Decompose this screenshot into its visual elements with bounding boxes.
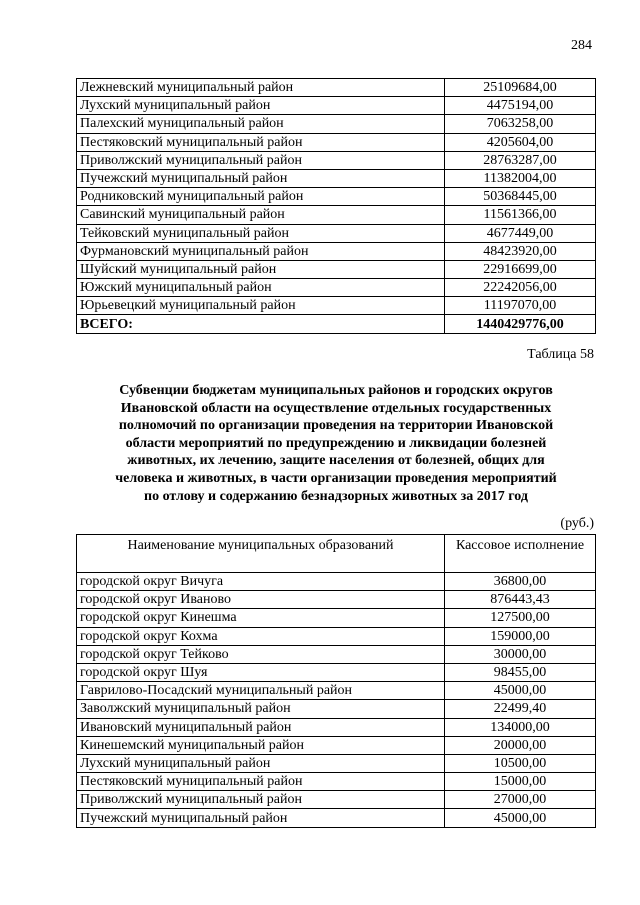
municipality-name: Заволжский муниципальный район bbox=[77, 700, 445, 718]
municipality-name: Лежневский муниципальный район bbox=[77, 79, 445, 97]
municipality-name: Юрьевецкий муниципальный район bbox=[77, 297, 445, 315]
amount-value: 25109684,00 bbox=[445, 79, 596, 97]
table-row bbox=[77, 682, 596, 700]
table-row bbox=[77, 791, 596, 809]
amount-value: 10500,00 bbox=[445, 754, 596, 772]
table-row bbox=[77, 297, 596, 315]
table-row bbox=[77, 97, 596, 115]
amount-value: 11197070,00 bbox=[445, 297, 596, 315]
municipality-name: Приволжский муниципальный район bbox=[77, 791, 445, 809]
amount-value: 48423920,00 bbox=[445, 242, 596, 260]
table-label: Таблица 58 bbox=[527, 347, 594, 362]
table-row bbox=[77, 609, 596, 627]
municipality-name: Родниковский муниципальный район bbox=[77, 188, 445, 206]
amount-value: 20000,00 bbox=[445, 736, 596, 754]
amount-value: 28763287,00 bbox=[445, 151, 596, 169]
municipality-name: ВСЕГО: bbox=[77, 315, 445, 333]
municipality-name: Южский муниципальный район bbox=[77, 279, 445, 297]
municipality-name: Пестяковский муниципальный район bbox=[77, 133, 445, 151]
municipality-name: Ивановский муниципальный район bbox=[77, 718, 445, 736]
amount-value: 36800,00 bbox=[445, 573, 596, 591]
municipality-name: городской округ Тейково bbox=[77, 645, 445, 663]
amount-value: 11382004,00 bbox=[445, 169, 596, 187]
table-row bbox=[77, 151, 596, 169]
municipality-name: Фурмановский муниципальный район bbox=[77, 242, 445, 260]
municipality-name: Пестяковский муниципальный район bbox=[77, 773, 445, 791]
table-row bbox=[77, 736, 596, 754]
title-line: Субвенции бюджетам муниципальных районов и городских округов bbox=[119, 383, 553, 398]
title-line: области мероприятий по предупреждению и ликвидации болезней bbox=[125, 435, 547, 451]
amount-value: 4205604,00 bbox=[445, 133, 596, 151]
table-row bbox=[77, 206, 596, 224]
table-row bbox=[77, 718, 596, 736]
amount-value: 134000,00 bbox=[445, 718, 596, 736]
table-row bbox=[77, 115, 596, 133]
table-row bbox=[77, 663, 596, 681]
amount-value: 27000,00 bbox=[445, 791, 596, 809]
amount-value: 50368445,00 bbox=[445, 188, 596, 206]
amount-value: 98455,00 bbox=[445, 663, 596, 681]
amount-value: 15000,00 bbox=[445, 773, 596, 791]
municipality-name: Пучежский муниципальный район bbox=[77, 809, 445, 827]
column-header-cash-execution: Кассовое исполнение bbox=[445, 535, 596, 573]
title-line: Ивановской области на осуществление отдельных государственных bbox=[120, 400, 552, 416]
amount-value: 1440429776,00 bbox=[445, 315, 596, 333]
table-title bbox=[76, 382, 596, 505]
table-row bbox=[77, 260, 596, 278]
table-row bbox=[77, 79, 596, 97]
amount-value: 45000,00 bbox=[445, 809, 596, 827]
municipality-name: городской округ Иваново bbox=[77, 591, 445, 609]
amount-value: 7063258,00 bbox=[445, 115, 596, 133]
table-row bbox=[77, 169, 596, 187]
amount-value: 22242056,00 bbox=[445, 279, 596, 297]
amount-value: 4475194,00 bbox=[445, 97, 596, 115]
amount-value: 22916699,00 bbox=[445, 260, 596, 278]
total-row bbox=[77, 315, 596, 333]
amount-value: 30000,00 bbox=[445, 645, 596, 663]
table-row bbox=[77, 279, 596, 297]
table-district-subventions-continued bbox=[76, 78, 596, 334]
municipality-name: городской округ Кохма bbox=[77, 627, 445, 645]
table-row bbox=[77, 645, 596, 663]
column-header-municipality: Наименование муниципальных образований bbox=[77, 535, 445, 573]
table-header-row bbox=[77, 535, 596, 573]
municipality-name: Приволжский муниципальный район bbox=[77, 151, 445, 169]
table-row bbox=[77, 700, 596, 718]
municipality-name: Кинешемский муниципальный район bbox=[77, 736, 445, 754]
municipality-name: городской округ Шуя bbox=[77, 663, 445, 681]
table-row bbox=[77, 773, 596, 791]
municipality-name: Савинский муниципальный район bbox=[77, 206, 445, 224]
table-row bbox=[77, 133, 596, 151]
table-row bbox=[77, 573, 596, 591]
amount-value: 22499,40 bbox=[445, 700, 596, 718]
table-row bbox=[77, 242, 596, 260]
table-row bbox=[77, 188, 596, 206]
title-line: человека и животных, в части организации проведения мероприятий bbox=[115, 470, 557, 486]
municipality-name: Пучежский муниципальный район bbox=[77, 169, 445, 187]
municipality-name: Лухский муниципальный район bbox=[77, 754, 445, 772]
amount-value: 876443,43 bbox=[445, 591, 596, 609]
amount-value: 159000,00 bbox=[445, 627, 596, 645]
table-animal-control-subventions bbox=[76, 534, 596, 828]
table-row bbox=[77, 627, 596, 645]
amount-value: 11561366,00 bbox=[445, 206, 596, 224]
title-line: полномочий по организации проведения на территории Ивановской bbox=[118, 418, 554, 434]
municipality-name: Тейковский муниципальный район bbox=[77, 224, 445, 242]
currency-unit: (руб.) bbox=[560, 516, 594, 531]
municipality-name: Палехский муниципальный район bbox=[77, 115, 445, 133]
table-row bbox=[77, 591, 596, 609]
table-row bbox=[77, 754, 596, 772]
municipality-name: городской округ Вичуга bbox=[77, 573, 445, 591]
amount-value: 4677449,00 bbox=[445, 224, 596, 242]
municipality-name: городской округ Кинешма bbox=[77, 609, 445, 627]
title-line: животных, их лечению, защите населения от болезней, общих для bbox=[127, 453, 545, 469]
page-number: 284 bbox=[571, 38, 592, 53]
municipality-name: Гаврилово-Посадский муниципальный район bbox=[77, 682, 445, 700]
title-line: по отлову и содержанию безнадзорных животных за 2017 год bbox=[144, 488, 528, 504]
amount-value: 127500,00 bbox=[445, 609, 596, 627]
amount-value: 45000,00 bbox=[445, 682, 596, 700]
municipality-name: Шуйский муниципальный район bbox=[77, 260, 445, 278]
table-row bbox=[77, 809, 596, 827]
municipality-name: Лухский муниципальный район bbox=[77, 97, 445, 115]
table-row bbox=[77, 224, 596, 242]
